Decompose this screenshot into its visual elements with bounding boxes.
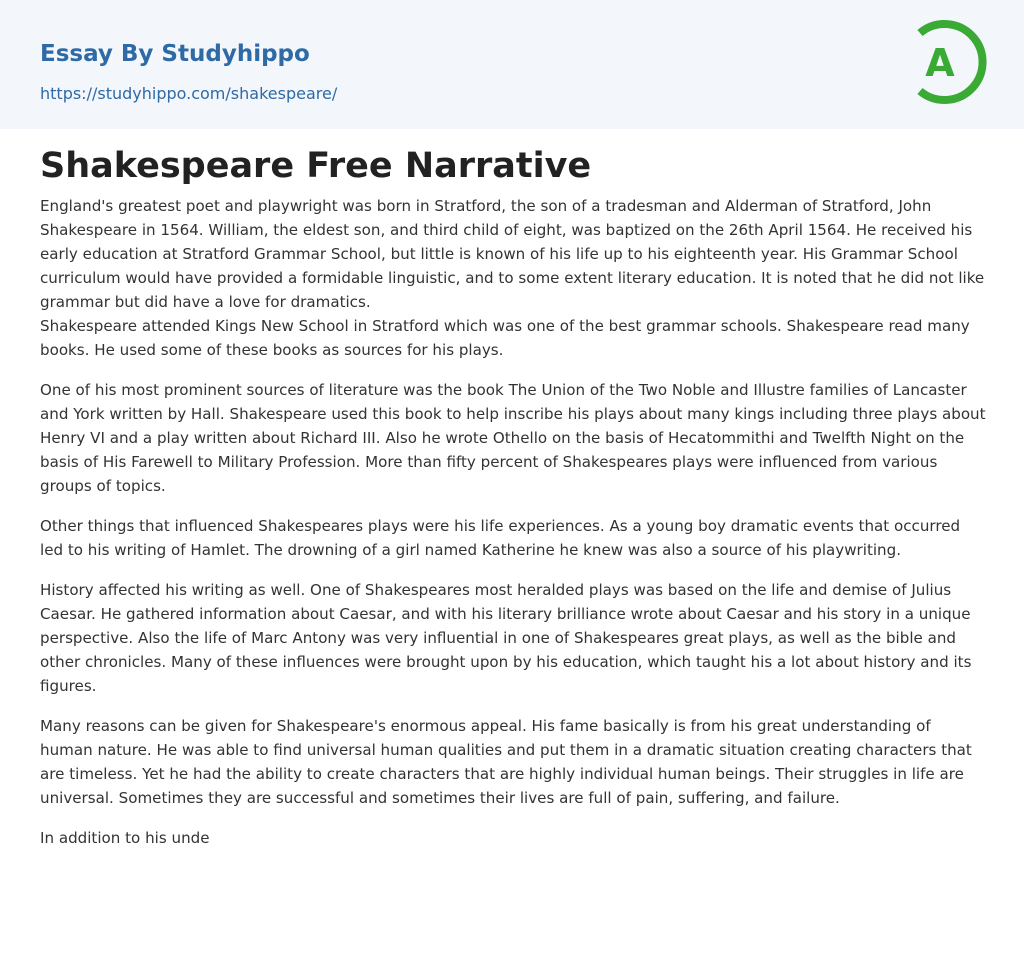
essay-paragraph: Many reasons can be given for Shakespeare's enormous appeal. His fame basically is from his great understanding of human nature. He was able to find universal human qualities and put them in a dramatic situation creating characters that are timeless. Yet he had the ability to create characters that are highly individual human beings. Their struggles in life are universal. Sometimes they are successful and sometimes their lives are full of pain, suffering, and failure. — [40, 717, 972, 807]
essay-paragraph: England's greatest poet and playwright was born in Stratford, the son of a tradesman and Alderman of Stratford, John Shakespeare in 1564. William, the eldest son, and third child of eight, was baptized on the 26th April 1564. He received his early education at Stratford Grammar School, but little is known of his life up to his eighteenth year. His Grammar School curriculum would have provided a formidable linguistic, and to some extent literary education. It is noted that he did not like grammar but did have a love for dramatics. — [40, 197, 985, 311]
page-title: Shakespeare Free Narrative — [40, 146, 592, 186]
site-header — [0, 0, 1024, 129]
essay-paragraph-truncated: In addition to his unde — [40, 829, 210, 847]
logo-letter: A — [925, 41, 955, 85]
a-letter-circle-logo-icon[interactable] — [912, 18, 988, 106]
essay-paragraph: History affected his writing as well. One of Shakespeares most heralded plays was based on the life and demise of Julius Caesar. He gathered information about Caesar, and with his literary brilliance wrote about Caesar and his story in a unique perspective. Also the life of Marc Antony was very influential in one of Shakespeares great plays, as well as the bible and other chronicles. Many of these influences were brought upon by his education, which taught his a lot about history and its figures. — [40, 581, 972, 695]
brand-title[interactable]: Essay By Studyhippo — [40, 41, 310, 67]
essay-paragraph: Shakespeare attended Kings New School in Stratford which was one of the best grammar schools. Shakespeare read many books. He used some of these books as sources for his plays. — [40, 317, 970, 359]
essay-body — [40, 194, 986, 866]
essay-paragraph: Other things that influenced Shakespeares plays were his life experiences. As a young boy dramatic events that occurred led to his writing of Hamlet. The drowning of a girl named Katherine he knew was also a source of his playwriting. — [40, 517, 961, 559]
essay-url-link[interactable]: https://studyhippo.com/shakespeare/ — [40, 84, 338, 103]
essay-paragraph: One of his most prominent sources of literature was the book The Union of the Two Noble and Illustre families of Lancaster and York written by Hall. Shakespeare used this book to help inscribe his plays about many kings including three plays about Henry VI and a play written about Richard III. Also he wrote Othello on the basis of Hecatommithi and Twelfth Night on the basis of His Farewell to Military Profession. More than fifty percent of Shakespeares plays were influenced from various groups of topics. — [40, 381, 986, 495]
